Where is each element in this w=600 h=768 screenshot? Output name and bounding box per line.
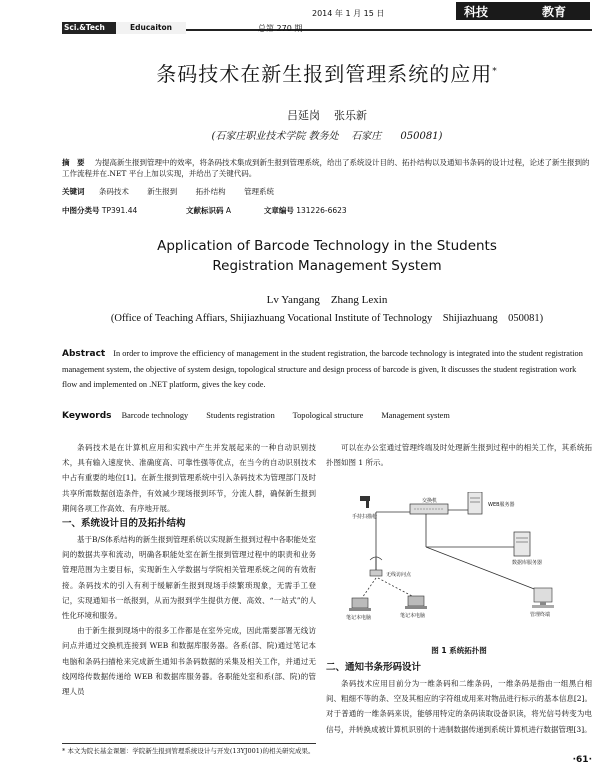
abstract-en-label: Abstract xyxy=(62,349,106,359)
abstract-en xyxy=(62,346,592,392)
label-switch: 交换机 xyxy=(422,498,438,504)
section-heading-2: 二、通知书条形码设计 xyxy=(326,662,422,673)
body-left-p3: 由于新生报到现场中的很多工作都是在室外完成，因此需要部署无线访问点并通过交换机连接到 WEB 和数据库服务器。各系(部、院)通过笔记本电脑和条码扫描枪来完成新生通知书条码数据的采集及相关工作，并通过无线网络传数据传递给 WEB 和数据库服务器。各职能处室和系(部、院)的管理人员 xyxy=(62,626,316,697)
header-section-box xyxy=(456,2,590,20)
scanner-icon xyxy=(360,496,370,508)
label-wireless: 无线访问点 xyxy=(386,572,412,578)
body-left-p2: 基于B/S体系结构的新生报到管理系统以实现新生报到过程中各职能处室间的数据共享和流动，明确各职能处室在新生报到管理过程中的职责和业务管理范围为主要目标，实现新生入学数据与学院相关管理系统之间的有效衔接。条码技术的引入有利于缓解新生报到现场手续繁琐现象，无需手工登记，实现通知书一纸报到，从而为报到学生提供方便、高效、“一站式”的人性化环境和服务。 xyxy=(62,535,316,621)
keyword-cn-3: 拓扑结构 xyxy=(195,187,226,196)
switch-icon xyxy=(410,504,448,514)
clc-value: TP391.44 xyxy=(101,206,138,215)
footnote-rule xyxy=(62,743,316,744)
authors-cn: 吕延岗 张乐新 xyxy=(287,109,367,122)
article-no-label: 文章编号 xyxy=(263,206,294,215)
doc-code-value: A xyxy=(225,206,232,215)
admin-terminal-icon xyxy=(532,588,554,608)
keyword-en-3: Topological structure xyxy=(292,411,364,420)
body-left-p1: 条码技术是在计算机应用和实践中产生并发展起来的一种自动识别技术，具有输入速度快、准确度高、可靠性强等优点，在当今的自动识别技术中占有重要的地位[1]。在新生报到管理系统中引入条码技术为管理部门及时共享所需数据创造条件，有效减少现场报到环节，分流人群，确保新生报到期间各项工作高效、有序地开展。 xyxy=(62,443,316,513)
title-cn xyxy=(62,58,592,87)
page-number: ·61· xyxy=(572,755,592,765)
abstract-cn-label: 摘 要 xyxy=(62,158,85,167)
keyword-cn-4: 管理系统 xyxy=(244,187,275,196)
title-cn-mark: * xyxy=(492,66,498,77)
keyword-en-4: Management system xyxy=(381,411,450,420)
keyword-en-2: Students registration xyxy=(206,411,275,420)
keywords-cn xyxy=(62,186,592,197)
db-server-icon xyxy=(514,532,530,556)
header-issue: 总第 270 期 xyxy=(258,24,303,33)
body-right-top xyxy=(326,440,592,470)
laptop2-icon xyxy=(405,596,427,609)
title-en-line2: Registration Management System xyxy=(212,258,442,274)
title-en-line1: Application of Barcode Technology in the Students xyxy=(157,238,497,254)
classification-cn xyxy=(62,205,592,216)
link-ap-laptop1 xyxy=(362,578,376,598)
footnote: * 本文为院长基金课题：学院新生报到管理系统设计与开发(13YJ001)的相关研究成果。 xyxy=(62,747,315,755)
section-heading-1: 一、系统设计目的及拓扑结构 xyxy=(62,518,186,530)
label-laptop1: 笔记本电脑 xyxy=(346,615,372,621)
doc-code-label: 文献标识码 xyxy=(186,206,224,215)
affiliation-en: (Office of Teaching Affiars, Shijiazhuang Vocational Institute of Technology Shijiazhuang 050081) xyxy=(110,313,544,324)
header-tag xyxy=(62,22,186,34)
topology-figure xyxy=(342,492,572,642)
header-tag-sci: Sci.&Tech xyxy=(64,23,105,32)
header-date: 2014 年 1 月 15 日 xyxy=(312,9,385,18)
label-admin: 管理终端 xyxy=(530,612,551,618)
label-db: 数据库服务器 xyxy=(512,560,543,566)
keywords-en xyxy=(62,411,592,421)
article-no-value: 131226-6623 xyxy=(296,206,347,215)
header-section-1: 科技 xyxy=(464,5,489,19)
body-left-column xyxy=(62,440,316,699)
clc-label: 中图分类号 xyxy=(62,206,100,215)
abstract-cn-text: 为提高新生报到管理中的效率，将条码技术集成到新生报到管理系统，给出了系统设计目的、拓扑结构以及通知书条码的设计过程，论述了新生报到的工作流程并在.NET 平台上加以实现，并给出了关键代码。 xyxy=(62,158,590,178)
label-scanner: 手持扫描枪 xyxy=(352,514,378,520)
keywords-en-label: Keywords xyxy=(62,411,112,421)
web-server-icon xyxy=(468,492,482,514)
body-right-bottom xyxy=(326,660,592,737)
affiliation-cn: (石家庄职业技术学院 教务处 石家庄 050081) xyxy=(211,131,443,142)
figure-caption: 图 1 系统拓扑图 xyxy=(431,646,487,655)
laptop1-icon xyxy=(349,598,371,611)
wireless-ap-icon xyxy=(370,557,382,576)
keyword-en-1: Barcode technology xyxy=(121,411,189,420)
title-cn-text: 条码技术在新生报到管理系统的应用 xyxy=(156,62,493,86)
title-en xyxy=(62,236,592,276)
body-right-p2: 条码技术应用目前分为一维条码和二维条码，一维条码是指由一组黑白相间、粗细不等的条、空及其相应的字符组成用来对物品进行标示的基本信息[2]。对于普通的一维条码来说，能够用特定的条码读取设备识读，将光信号转变为电信号，并转换成被计算机识别的十进制数据传递到系统计算机进行数据管理[3]。 xyxy=(326,679,592,734)
keywords-cn-label: 关键词 xyxy=(62,187,85,196)
link-ap-laptop2 xyxy=(378,578,412,596)
label-laptop2: 笔记本电脑 xyxy=(400,613,426,619)
header-tag-edu: Educaiton xyxy=(116,22,186,34)
body-right-p1: 可以在办公室通过管理终端及时处理新生报到过程中的相关工作，其系统拓扑图如图 1 所示。 xyxy=(326,443,592,468)
keyword-cn-1: 条码技术 xyxy=(98,187,129,196)
label-web: WEB服务器 xyxy=(488,502,515,508)
header-section-2: 教育 xyxy=(542,5,567,19)
authors-en: Lv Yangang Zhang Lexin xyxy=(266,294,388,306)
abstract-cn xyxy=(62,157,592,179)
keyword-cn-2: 新生报到 xyxy=(147,187,178,196)
abstract-en-text: In order to improve the efficiency of management in the student registration, the barcode technology is integrated into the student registration management system, the objective of system design, topological structure and design process of barcode is given, It discusses the student registration work flow and implemented on .NET platform, gives the key code. xyxy=(62,349,583,389)
